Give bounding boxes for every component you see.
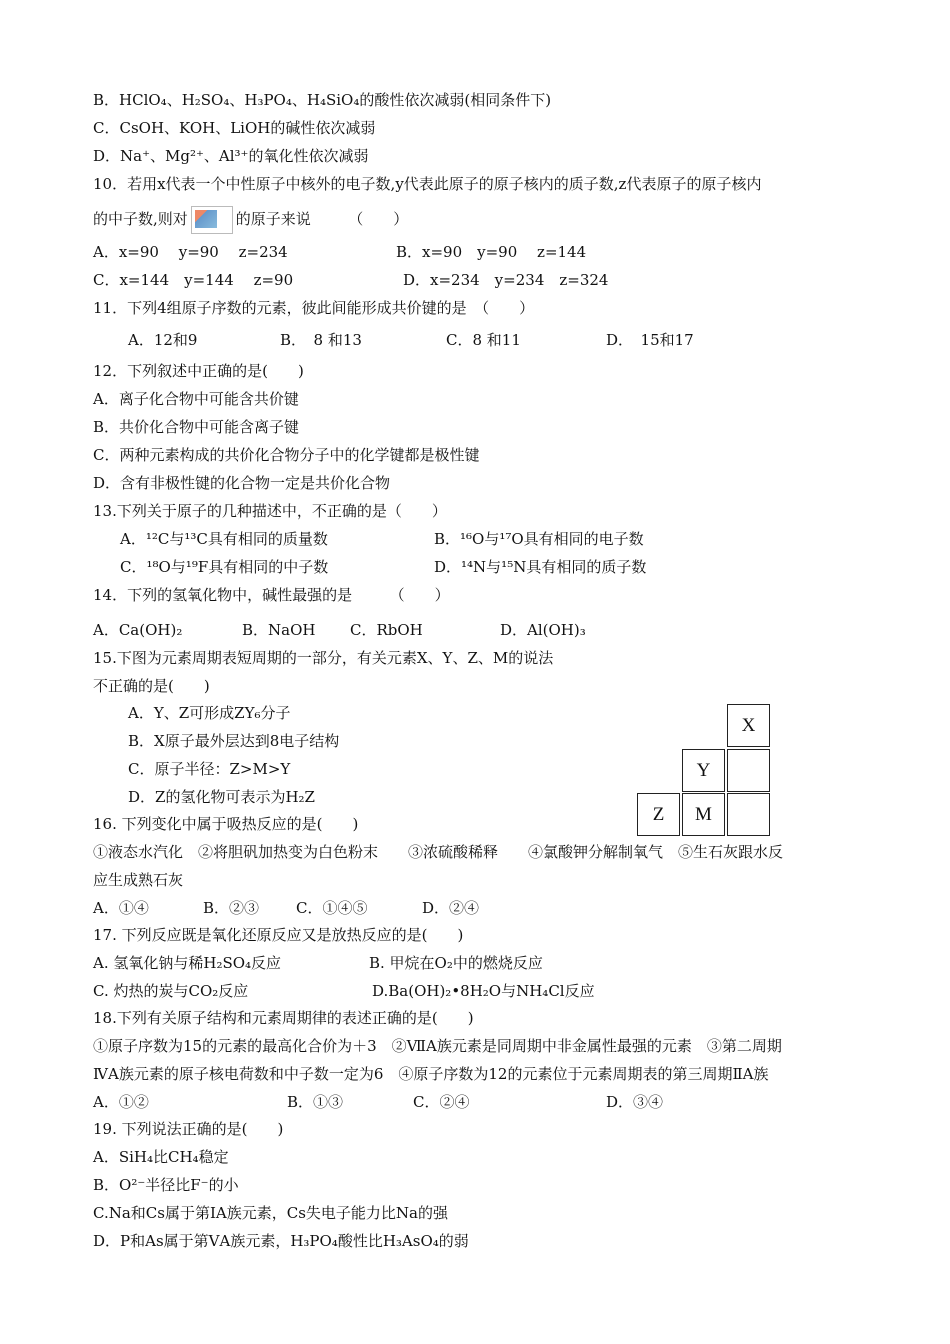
q15-stem-line1: 15.下图为元素周期表短周期的一部分，有关元素X、Y、Z、M的说法 [93,649,554,667]
q16-option-b: B．②③ [203,899,260,917]
q14-option-c: C．RbOH [350,621,423,639]
q16-stem: 16. 下列变化中属于吸热反应的是( ) [93,815,359,833]
q18-stem: 18.下列有关原子结构和元素周期律的表述正确的是( ) [93,1009,474,1027]
q12-option-d: D．含有非极性键的化合物一定是共价化合物 [93,474,391,492]
q18-option-a: A．①② [93,1093,149,1111]
cell-empty-2 [727,793,770,836]
q11-option-c: C．8 和11 [446,331,521,349]
q11-option-b: B． 8 和13 [280,331,362,349]
nuclide-image-icon [191,206,233,234]
q18-option-c: C．②④ [413,1093,470,1111]
q11-option-a: A．12和9 [128,331,198,349]
q10-option-a: A．x=90 y=90 z=234 [93,243,288,261]
q18-items-line1: ①原子序数为15的元素的最高化合价为＋3 ②ⅦA族元素是同周期中非金属性最强的元素 ③第二周期 [93,1037,782,1055]
q13-option-c: C．¹⁸O与¹⁹F具有相同的中子数 [120,558,329,576]
q14-option-d: D．Al(OH)₃ [500,621,586,639]
q16-option-a: A．①④ [93,899,149,917]
cell-m: M [682,793,725,836]
q10-option-d: D．x=234 y=234 z=324 [403,271,609,289]
q12-stem: 12．下列叙述中正确的是( ) [93,362,304,380]
q14-option-a: A．Ca(OH)₂ [93,621,183,639]
q19-option-b: B．O²⁻半径比F⁻的小 [93,1176,239,1194]
cell-z: Z [637,793,680,836]
q19-option-c: C.Na和Cs属于第ⅠA族元素，Cs失电子能力比Na的强 [93,1204,448,1222]
cell-x: X [727,704,770,747]
q15-option-c: C．原子半径：Z>M>Y [128,760,291,778]
q14-stem: 14．下列的氢氧化物中，碱性最强的是 （ ） [93,586,450,604]
q13-option-a: A．¹²C与¹³C具有相同的质量数 [120,530,328,548]
q17-stem: 17. 下列反应既是氧化还原反应又是放热反应的是( ) [93,926,464,944]
q11-option-d: D． 15和17 [606,331,694,349]
q10-stem-line2 [93,206,408,234]
q16-items-line2: 应生成熟石灰 [93,871,184,889]
q16-option-c: C．①④⑤ [296,899,368,917]
q10-option-b: B．x=90 y=90 z=144 [396,243,587,261]
q17-option-d: D.Ba(OH)₂•8H₂O与NH₄Cl反应 [372,982,595,1000]
q19-option-d: D．P和As属于第ⅤA族元素，H₃PO₄酸性比H₃AsO₄的弱 [93,1232,469,1250]
q10-option-c: C．x=144 y=144 z=90 [93,271,294,289]
q19-stem: 19. 下列说法正确的是( ) [93,1120,284,1138]
cell-y: Y [682,749,725,792]
q15-option-a: A．Y、Z可形成ZY₆分子 [128,704,291,722]
q12-option-a: A．离子化合物中可能含共价键 [93,390,299,408]
q10-stem-part2: 的原子来说 （ ） [235,210,409,228]
q13-option-d: D．¹⁴N与¹⁵N具有相同的质子数 [434,558,647,576]
q12-option-c: C．两种元素构成的共价化合物分子中的化学键都是极性键 [93,446,480,464]
q18-option-b: B．①③ [287,1093,344,1111]
q9-option-c: C．CsOH、KOH、LiOH的碱性依次减弱 [93,119,376,137]
q18-option-d: D．③④ [606,1093,664,1111]
q15-stem-line2: 不正确的是( ) [93,677,210,695]
q16-option-d: D．②④ [422,899,480,917]
q19-option-a: A．SiH₄比CH₄稳定 [93,1148,229,1166]
q17-option-b: B. 甲烷在O₂中的燃烧反应 [369,954,543,972]
q16-items-line1: ①液态水汽化 ②将胆矾加热变为白色粉末 ③浓硫酸稀释 ④氯酸钾分解制氧气 ⑤生石灰跟水反 [93,843,784,861]
q9-option-d: D．Na⁺、Mg²⁺、Al³⁺的氧化性依次减弱 [93,147,369,165]
q14-option-b: B．NaOH [242,621,316,639]
q15-option-d: D．Z的氢化物可表示为H₂Z [128,788,315,806]
q11-stem: 11．下列4组原子序数的元素，彼此间能形成共价键的是 （ ） [93,299,535,317]
q9-option-b: B．HClO₄、H₂SO₄、H₃PO₄、H₄SiO₄的酸性依次减弱(相同条件下) [93,91,552,109]
q13-option-b: B．¹⁶O与¹⁷O具有相同的电子数 [434,530,644,548]
q15-option-b: B．X原子最外层达到8电子结构 [128,732,340,750]
q10-stem-line1: 10．若用x代表一个中性原子中核外的电子数,y代表此原子的原子核内的质子数,z代表原子的原子核内 [93,175,762,193]
cell-empty-1 [727,749,770,792]
q17-option-c: C. 灼热的炭与CO₂反应 [93,982,249,1000]
q10-stem-part1: 的中子数,则对 [93,210,188,228]
q18-items-line2: ⅣA族元素的原子核电荷数和中子数一定为6 ④原子序数为12的元素位于元素周期表的第三周期ⅡA族 [93,1065,769,1083]
q17-option-a: A. 氢氧化钠与稀H₂SO₄反应 [93,954,282,972]
q13-stem: 13.下列关于原子的几种描述中，不正确的是（ ） [93,502,447,520]
q12-option-b: B．共价化合物中可能含离子键 [93,418,300,436]
